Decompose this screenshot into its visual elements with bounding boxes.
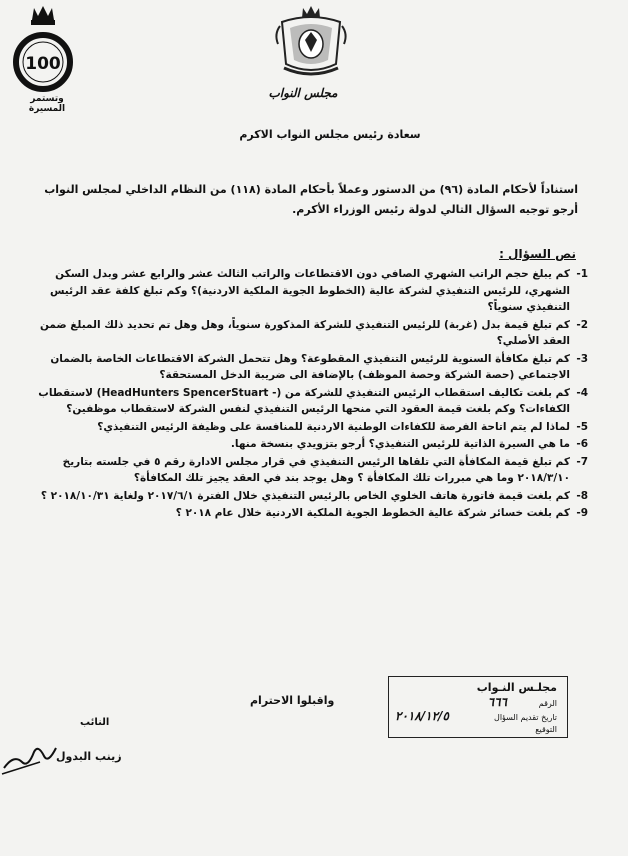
intro-paragraph: استناداً لأحكام المادة (٩٦) من الدستور وعملاً بأحكام المادة (١١٨) من النظام الداخلي لمجلس النواب أرجو توجيه السؤال التالي لدولة رئيس الوزراء الأكرم.: [44, 183, 578, 216]
question-item: [28, 488, 588, 505]
question-number: 5-: [576, 420, 588, 433]
question-item: [28, 317, 588, 350]
receipt-stamp: [388, 676, 568, 738]
question-text: كم بلغت خسائر شركة عالية الخطوط الجوية الملكية الاردنية خلال عام ٢٠١٨ ؟: [175, 507, 570, 519]
question-text: لماذا لم يتم اتاحة الفرصة للكفاءات الوطنية الاردنية للمنافسة على وظيفة الرئيس التنفيذي؟: [97, 420, 570, 433]
question-text: كم بلغت قيمة فاتورة هاتف الخلوي الخاص بالرئيس التنفيذي خلال الفترة ٢٠١٧/٦/١ ولغاية ٢٠١٨/١٠/٣١ ؟: [40, 489, 570, 502]
centennial-logo: [12, 2, 74, 114]
questions-list: [28, 266, 588, 523]
question-text: ما هي السيرة الذاتية للرئيس التنفيذي؟ أرجو بتزويدي بنسخة منها.: [230, 438, 570, 450]
question-item: [28, 419, 588, 436]
question-item: [28, 436, 588, 453]
handwritten-signature: [0, 734, 60, 778]
stamp-date-label: تاريخ تقديم السؤال: [494, 713, 557, 722]
stamp-sign-label: التوقيع: [535, 725, 557, 734]
question-item: [28, 266, 588, 316]
question-item: [28, 505, 588, 522]
question-text: كم يبلغ حجم الراتب الشهري الصافي دون الاقتطاعات والراتب الثالث عشر والرابع عشر وبدل السكن الشهري، للرئيس التنفيذي لشركة عالية (الخطوط الجوية الملكية الاردنية)؟ وكم تبلغ كلفة عقد الرئيس التنفيذي سنوياً؟: [49, 268, 570, 313]
question-item: [28, 454, 588, 487]
badge-caption: وتستمر المسيرة: [28, 94, 66, 114]
mp-title: النائب: [80, 717, 110, 728]
coat-of-arms-emblem: [270, 4, 352, 82]
question-number: 3-: [576, 352, 588, 365]
addressee: سعادة رئيس مجلس النواب الاكرم: [239, 128, 421, 141]
question-text: كم بلغت تكاليف استقطاب الرئيس التنفيذي للشركة من (- HeadHunters SpencerStuart) لاستقطاب الكفاءات؟ وكم بلغت قيمة العقود التي منحها الرئيس التنفيذي لنفس الشركة لاستقطاب موظفين؟: [38, 386, 570, 415]
crown-icon: [12, 2, 74, 94]
stamp-ref-value: ٦٦٦: [487, 695, 507, 709]
question-text: كم تبلغ قيمة بدل (غربة) للرئيس التنفيذي للشركة المذكورة سنوياً، وهل وهل تم تحديد ذلك المبلغ ضمن العقد الأصلي؟: [39, 318, 570, 347]
question-number: 6-: [576, 438, 588, 450]
closing-line: واقبلوا الاحترام: [250, 694, 335, 707]
stamp-ref-label: الرقم: [538, 699, 557, 708]
question-number: 1-: [576, 268, 588, 280]
question-text: كم تبلغ مكافأة السنوية للرئيس التنفيذي المقطوعة؟ وهل تتحمل الشركة الاقتطاعات الخاصة بالضمان الاجتماعي (حصة الشركة وحصة الموظف) بالإضافة الى ضريبة الدخل المستحقة؟: [50, 352, 570, 381]
question-number: 4-: [576, 386, 588, 399]
badge-number: 100: [25, 54, 61, 74]
stamp-title: مجلـس النـواب: [476, 681, 557, 694]
question-number: 7-: [576, 455, 588, 468]
questions-heading: نص السؤال :: [499, 247, 576, 261]
coat-of-arms-icon: [270, 4, 352, 82]
question-text: كم تبلغ قيمة المكافأة التي تلقاها الرئيس التنفيذي في قرار مجلس الادارة رقم ٥ في جلسته بتاريخ ٢٠١٨/٣/١٠ وما هي مبررات تلك المكافأة ؟ وهل يوجد بند في العقد يجيز تلك المكافأة؟: [62, 455, 570, 484]
question-item: [28, 351, 588, 384]
question-number: 8-: [576, 489, 588, 502]
stamp-date-value: ٢٠١٨/١٢/٥: [395, 709, 449, 723]
mp-name: زينب البدول: [56, 750, 122, 763]
parliament-signature: مجلس النواب: [268, 86, 338, 100]
question-number: 9-: [576, 507, 588, 519]
question-number: 2-: [576, 318, 588, 331]
question-item: [28, 385, 588, 418]
